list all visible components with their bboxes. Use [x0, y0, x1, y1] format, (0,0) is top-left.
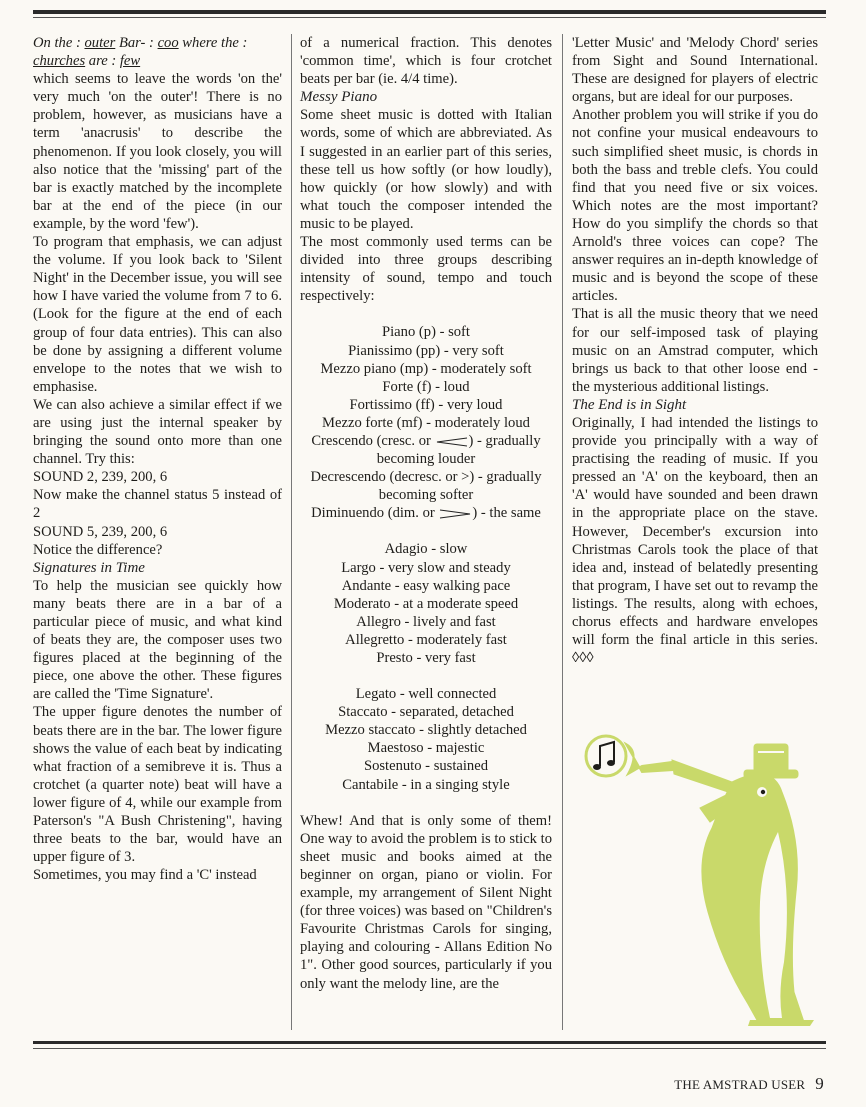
term-item: Legato - well connected	[355, 686, 497, 703]
term-item: Cantabile - in a singing style	[342, 776, 510, 793]
term-item: Largo - very slow and steady	[341, 559, 511, 576]
paragraph: Some sheet music is dotted with Italian words, some of which are abbreviated. As I suggested in an earlier part of this series, these tell us how softly (or how loudly), how quickly (or how slowly) and with what touch the composer intended the music to be played.	[300, 107, 552, 232]
term-item: Diminuendo (dim. or ) - the same	[311, 505, 541, 522]
paragraph: Sometimes, you may find a 'C' instead	[33, 867, 257, 884]
column-1	[33, 34, 282, 884]
paragraph: To help the musician see quickly how many beats there are in a bar of a particular piece of music, and what kind of beats they are, the composer uses two figures placed at the beginning of the piece, one above the other. These figures are called the 'Time Signature'.	[33, 577, 282, 703]
term-item: Pianissimo (pp) - very soft	[348, 342, 504, 359]
end-mark: ◊◊◊	[572, 650, 594, 667]
code-listing: SOUND 2, 239, 200, 6	[33, 469, 168, 486]
term-item: Mezzo forte (mf) - moderately loud	[322, 414, 530, 431]
term-item: Piano (p) - soft	[382, 324, 470, 341]
paragraph: Another problem you will strike if you do not confine your musical endeavours to such simplified sheet music, is chords in both the bass and treble clefs. You could find that you need five or six voices. Which notes are the most important? How do you simplify the chords so that Arnold's three voices can cope? The answer requires an in-depth knowledge of music and is beyond the scope of these articles.	[572, 107, 818, 305]
paragraph: Notice the difference?	[33, 541, 163, 558]
decrescendo-symbol: >	[461, 469, 470, 486]
code-listing: SOUND 5, 239, 200, 6	[33, 523, 168, 540]
paragraph: To program that emphasis, we can adjust the volume. If you look back to 'Silent Night' in the December issue, you will see how I have varied the volume from 7 to 6. (Look for the figure at the end of each group of four data entries). This can also be done by assigning a different volume envelope to the notes that we wish to emphasise.	[33, 234, 282, 395]
tempo-terms-list	[300, 540, 552, 667]
paragraph: Whew! And that is only some of them! One way to avoid the problem is to stick to sheet music and books aimed at the beginner on organ, piano or violin. For example, my arrangement of Silent Night (for three voices) was based on "Children's Favourite Christmas Carols for singing, playing and colouring - Allans Edition No 1". Other good sources, particularly if you only want the melody line, are the	[300, 812, 552, 992]
trumpet-penguin-illustration-icon	[582, 722, 820, 1028]
section-heading: The End is in Sight	[572, 396, 687, 413]
term-item: Moderato - at a moderate speed	[333, 595, 519, 612]
term-item: Allegro - lively and fast	[356, 613, 496, 630]
term-item: Allegretto - moderately fast	[345, 631, 507, 648]
term-item: Andante - easy walking pace	[341, 577, 511, 594]
paragraph: The upper figure denotes the number of beats there are in the bar. The lower figure shows the value of each beat by indicating what fraction of a semibreve it is. Thus a crotchet (a quarter note) beat will have a lower figure of 4, while our example from Paterson's "A Bush Christening", having three beats to the bar, would have an upper figure of 3.	[33, 704, 282, 866]
touch-terms-list	[300, 685, 552, 794]
dynamics-terms-list	[300, 323, 552, 522]
page-number: 9	[815, 1074, 824, 1093]
bottom-rule	[33, 1041, 826, 1044]
section-heading: Messy Piano	[300, 89, 378, 106]
paragraph: We can also achieve a similar effect if we are using just the internal speaker by bringing the sound onto more than one channel. Try this:	[33, 396, 282, 468]
paragraph: Now make the channel status 5 instead of 2	[33, 487, 282, 522]
section-heading: Signatures in Time	[33, 559, 145, 576]
paragraph: of a numerical fraction. This denotes 'common time', which is four crotchet beats per bar (ie. 4/4 time).	[300, 35, 552, 88]
paragraph: The most commonly used terms can be divided into three groups describing intensity of sound, tempo and touch respectively:	[300, 234, 552, 305]
term-item: Mezzo staccato - slightly detached	[325, 722, 527, 739]
diminuendo-hairpin-icon	[438, 509, 472, 519]
crescendo-hairpin-icon	[435, 437, 469, 447]
column-3	[572, 34, 818, 667]
term-item: Staccato - separated, detached	[338, 704, 514, 721]
term-item: Fortissimo (ff) - very loud	[349, 396, 503, 413]
paragraph: 'Letter Music' and 'Melody Chord' series from Sight and Sound International. These are designed for players of electric organs, but are ideal for our purposes.	[572, 35, 818, 106]
term-item: Maestoso - majestic	[367, 740, 485, 757]
term-item: Decrescendo (decresc. or >) - gradually becoming softer	[310, 469, 542, 504]
column-divider	[562, 34, 563, 1030]
term-item: Adagio - slow	[384, 541, 468, 558]
term-item: Forte (f) - loud	[382, 378, 470, 395]
lyric-excerpt: On the : outer Bar- : coo where the : churches are : few	[33, 35, 248, 70]
paragraph: That is all the music theory that we need for our self-imposed task of playing music on an Amstrad computer, which brings us back to that other loose end - the mysterious additional listings.	[572, 306, 818, 395]
page-footer	[674, 1074, 824, 1094]
bottom-rule-thin	[33, 1048, 826, 1049]
paragraph: which seems to leave the words 'on the' very much 'on the outer'! There is no problem, however, as musicians have a term 'anacrusis' to describe the phenomenon. If you look closely, you will also notice that the 'missing' part of the bar is exactly matched by the incomplete bar at the end of the piece (in our example, by the word 'few').	[33, 71, 282, 232]
column-divider	[291, 34, 292, 1030]
term-item: Mezzo piano (mp) - moderately soft	[320, 360, 532, 377]
top-rule-thin	[33, 17, 826, 18]
term-item: Crescendo (cresc. or ) - gradually becoming louder	[311, 432, 541, 468]
column-2	[300, 34, 552, 993]
paragraph: Originally, I had intended the listings to provide you principally with a way of practising the reading of music. If you pressed an 'A' on the keyboard, then an 'A' would have sounded and been drawn in the appropriate place on the stave. However, December's excursion into Christmas Carols took the place of that idea and, instead of belatedly presenting that program, I have set out to revamp the listings. The results, along with echoes, chorus effects and hardware envelopes will form the final article in this series. ◊◊◊	[572, 414, 818, 667]
term-item: Presto - very fast	[376, 650, 476, 666]
top-rule	[33, 10, 826, 14]
publication-name: THE AMSTRAD USER	[674, 1077, 806, 1092]
term-item: Sostenuto - sustained	[363, 758, 489, 775]
